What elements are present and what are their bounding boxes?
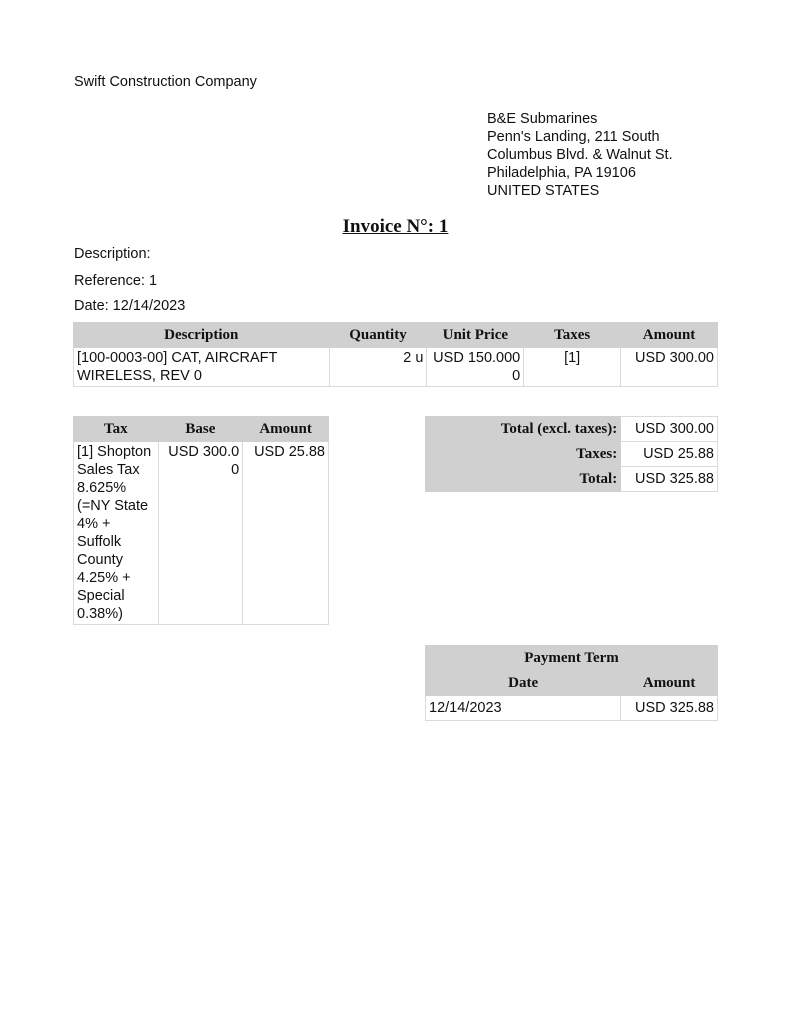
invoice-lines-table [73, 322, 718, 387]
invoice-description: Description: [74, 246, 151, 262]
table-row [74, 348, 718, 387]
column-header-unit-price: Unit Price [427, 323, 524, 348]
column-header-taxes: Taxes [524, 323, 621, 348]
total-value: USD 325.88 [621, 467, 718, 492]
taxes-label: Taxes: [426, 442, 621, 467]
table-header-row [74, 323, 718, 348]
line-unit-price: USD 150.0000 [427, 348, 524, 387]
invoice-reference: Reference: 1 [74, 273, 158, 289]
line-quantity: 2 u [329, 348, 427, 387]
table-header-row [74, 417, 329, 442]
customer-name: B&E Submarines [487, 111, 598, 127]
customer-city: Philadelphia, PA 19106 [487, 165, 636, 181]
invoice-date: Date: 12/14/2023 [74, 298, 186, 314]
column-header-date: Date [426, 671, 621, 696]
totals-row [426, 442, 718, 467]
customer-country: UNITED STATES [487, 183, 600, 199]
payment-amount: USD 325.88 [621, 696, 718, 721]
tax-amount: USD 25.88 [243, 442, 329, 625]
table-row [426, 696, 718, 721]
customer-address-line: Columbus Blvd. & Walnut St. [487, 147, 673, 163]
payment-term-title: Payment Term [426, 646, 718, 671]
line-description: [100-0003-00] CAT, AIRCRAFT WIRELESS, REV 0 [74, 348, 330, 387]
payment-date: 12/14/2023 [426, 696, 621, 721]
table-row [74, 442, 329, 625]
customer-address-line: Penn's Landing, 211 South [487, 129, 660, 145]
table-header-row [426, 671, 718, 696]
column-header-quantity: Quantity [329, 323, 427, 348]
totals-row [426, 467, 718, 492]
line-taxes: [1] [524, 348, 621, 387]
table-title-row [426, 646, 718, 671]
tax-name: [1] Shopton Sales Tax 8.625% (=NY State 4% + Suffolk County 4.25% + Special 0.38%) [74, 442, 159, 625]
line-amount: USD 300.00 [621, 348, 718, 387]
tax-table [73, 416, 329, 625]
column-header-tax-amount: Amount [243, 417, 329, 442]
customer-address [487, 110, 673, 200]
tax-base: USD 300.00 [158, 442, 243, 625]
column-header-description: Description [74, 323, 330, 348]
taxes-value: USD 25.88 [621, 442, 718, 467]
totals-row [426, 417, 718, 442]
total-excl-taxes-value: USD 300.00 [621, 417, 718, 442]
column-header-base: Base [158, 417, 243, 442]
total-label: Total: [426, 467, 621, 492]
payment-term-table [425, 645, 718, 721]
totals-table [425, 416, 718, 492]
invoice-title: Invoice N°: 1 [342, 216, 449, 237]
column-header-payment-amount: Amount [621, 671, 718, 696]
column-header-tax: Tax [74, 417, 159, 442]
column-header-amount: Amount [621, 323, 718, 348]
company-name: Swift Construction Company [74, 74, 257, 90]
total-excl-taxes-label: Total (excl. taxes): [426, 417, 621, 442]
